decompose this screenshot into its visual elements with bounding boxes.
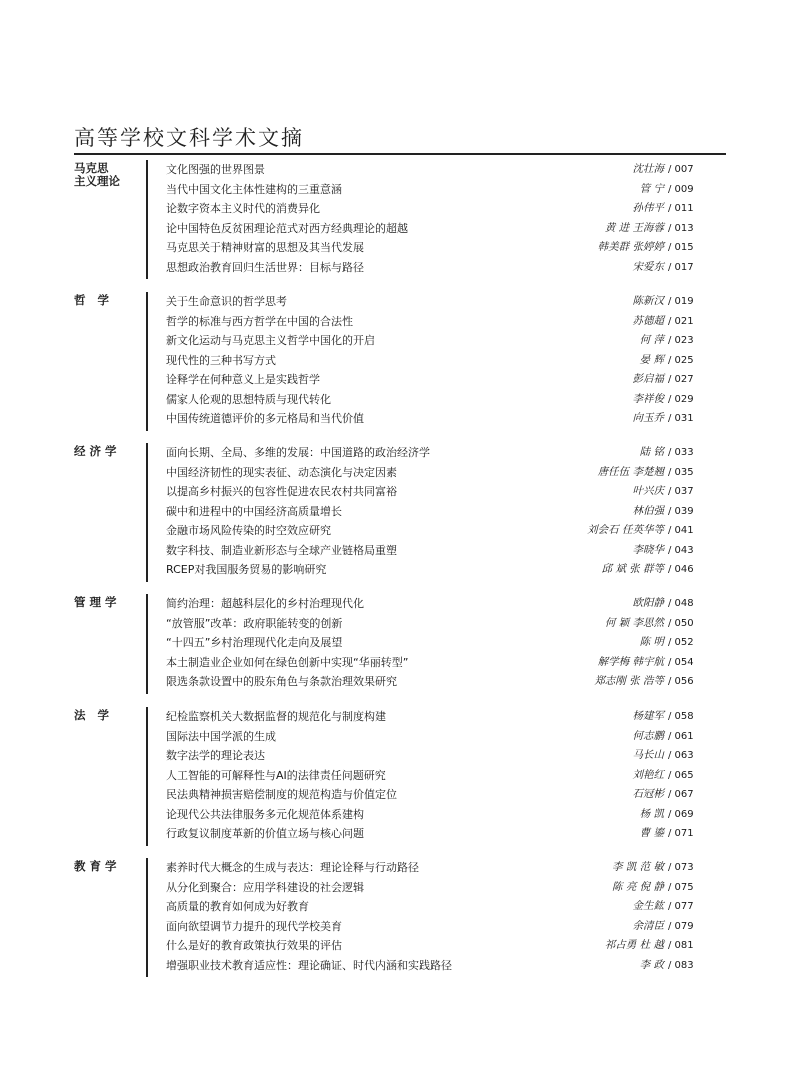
entry-page: / 011	[668, 203, 694, 214]
entry-authors: 解学梅 韩宇航	[597, 655, 664, 668]
entry-authors: 彭启福	[632, 373, 664, 385]
toc-entry[interactable]	[166, 199, 728, 219]
entry-page: / 054	[668, 656, 694, 668]
entry-authors: 余清臣	[632, 919, 664, 932]
toc-entry[interactable]	[166, 482, 728, 502]
entry-page: / 015	[668, 242, 694, 253]
entry-title: 什么是好的教育政策执行效果的评估	[166, 939, 342, 952]
entry-authors: 唐任伍 李楚翘	[597, 465, 664, 478]
entry-page: / 019	[668, 296, 694, 307]
entry-title: 数字科技、制造业新形态与全球产业链格局重塑	[166, 543, 397, 557]
section-label	[74, 162, 142, 188]
entry-page: / 043	[668, 544, 694, 556]
entry-page: / 061	[668, 730, 694, 742]
entry-authors: 曹 鎏	[639, 827, 664, 839]
entry-page: / 009	[668, 183, 694, 195]
entry-title: 人工智能的可解释性与AI的法律责任问题研究	[166, 768, 386, 782]
entry-authors: 孙伟平	[632, 202, 664, 214]
toc-entry[interactable]	[166, 824, 728, 844]
toc-entry[interactable]	[166, 351, 728, 371]
entry-page: / 079	[668, 920, 694, 932]
entry-title: 文化图强的世界图景	[166, 163, 265, 176]
entry-title: 儒家人伦观的思想特质与现代转化	[166, 392, 331, 406]
toc-entry[interactable]	[166, 785, 728, 805]
entry-authors: 陈新汉	[632, 295, 664, 307]
entry-page: / 017	[668, 261, 694, 273]
entry-title: RCEP对我国服务贸易的影响研究	[166, 563, 327, 576]
entry-page: / 063	[668, 750, 694, 761]
entry-list	[166, 858, 728, 975]
entry-page: / 065	[668, 769, 694, 781]
entry-page: / 075	[668, 881, 694, 893]
toc-entry[interactable]	[166, 502, 728, 522]
entry-authors: 欧阳静	[632, 597, 664, 609]
section-vertical-rule	[146, 292, 148, 431]
entry-title: “十四五”乡村治理现代化走向及展望	[166, 636, 343, 649]
entry-page: / 035	[668, 466, 694, 478]
header-rule	[74, 153, 726, 155]
entry-page: / 052	[668, 637, 694, 648]
toc-entry[interactable]	[166, 594, 728, 614]
toc-entry[interactable]	[166, 370, 728, 390]
entry-list	[166, 160, 728, 277]
section-vertical-rule	[146, 594, 148, 694]
entry-page: / 033	[668, 447, 694, 458]
toc-entry[interactable]	[166, 897, 728, 917]
entry-authors: 韩美群 张婷婷	[597, 241, 664, 253]
entry-page: / 039	[668, 505, 694, 517]
entry-title: 面向长期、全局、多维的发展：中国道路的政治经济学	[166, 446, 430, 459]
toc-entry[interactable]	[166, 180, 728, 200]
entry-title: 素养时代大概念的生成与表达：理论诠释与行动路径	[166, 861, 419, 874]
section-vertical-rule	[146, 160, 148, 279]
entry-title: 诠释学在何种意义上是实践哲学	[166, 373, 320, 386]
toc-entry[interactable]	[166, 541, 728, 561]
entry-title: 中国经济韧性的现实表征、动态演化与决定因素	[166, 465, 397, 479]
entry-page: / 071	[668, 828, 694, 839]
entry-title: 论现代公共法律服务多元化规范体系建构	[166, 807, 364, 821]
entry-authors: 刘会石 任英华等	[587, 524, 664, 536]
entry-authors: 黄 进 王海蓉	[604, 221, 664, 234]
toc-entry[interactable]	[166, 560, 728, 580]
section-label-line: 马克思	[74, 161, 109, 175]
entry-title: 从分化到聚合：应用学科建设的社会逻辑	[166, 880, 364, 894]
entry-title: 简约治理：超越科层化的乡村治理现代化	[166, 597, 364, 610]
entry-title: 中国传统道德评价的多元格局和当代价值	[166, 412, 364, 425]
entry-title: 增强职业技术教育适应性：理论确证、时代内涵和实践路径	[166, 958, 452, 972]
entry-authors: 祁占勇 杜 越	[604, 939, 664, 951]
entry-authors: 苏德超	[632, 314, 664, 327]
entry-title: 民法典精神损害赔偿制度的规范构造与价值定位	[166, 788, 397, 801]
section-label	[74, 596, 142, 609]
toc-entry[interactable]	[166, 160, 728, 180]
section-label	[74, 709, 142, 722]
section-label-line: 法 学	[74, 708, 114, 722]
section-label-line: 主义理论	[74, 174, 120, 188]
entry-authors: 何 颖 李思然	[604, 616, 664, 629]
entry-authors: 宋爱东	[632, 260, 664, 273]
entry-page: / 056	[668, 676, 694, 687]
toc-entry[interactable]	[166, 219, 728, 239]
entry-authors: 李 政	[639, 958, 664, 971]
toc-entry[interactable]	[166, 614, 728, 634]
entry-title: 新文化运动与马克思主义哲学中国化的开启	[166, 334, 375, 347]
entry-authors: 晏 辉	[639, 353, 664, 366]
toc-entry[interactable]	[166, 707, 728, 727]
entry-title: 以提高乡村振兴的包容性促进农民农村共同富裕	[166, 485, 397, 498]
toc-entry[interactable]	[166, 858, 728, 878]
entry-list	[166, 443, 728, 580]
section-label-line: 哲 学	[74, 293, 114, 307]
entry-page: / 023	[668, 335, 694, 346]
entry-title: 思想政治教育回归生活世界：目标与路径	[166, 260, 364, 274]
entry-authors: 李晓华	[632, 543, 664, 556]
toc-entry[interactable]	[166, 331, 728, 351]
entry-page: / 069	[668, 808, 694, 820]
entry-list	[166, 594, 728, 692]
toc-entry[interactable]	[166, 936, 728, 956]
entry-page: / 031	[668, 413, 694, 424]
section-vertical-rule	[146, 443, 148, 582]
masthead-title: 高等学校文科学术文摘	[74, 126, 304, 150]
entry-title: 纪检监察机关大数据监督的规范化与制度构建	[166, 710, 386, 723]
entry-page: / 029	[668, 393, 694, 405]
entry-page: / 048	[668, 598, 694, 609]
toc-entry[interactable]	[166, 238, 728, 258]
entry-authors: 马长山	[632, 749, 664, 761]
entry-page: / 021	[668, 315, 694, 327]
entry-authors: 金生鈜	[632, 900, 664, 912]
entry-page: / 077	[668, 901, 694, 912]
entry-title: 马克思关于精神财富的思想及其当代发展	[166, 241, 364, 254]
entry-page: / 013	[668, 222, 694, 234]
entry-title: 关于生命意识的哲学思考	[166, 295, 287, 308]
entry-authors: 向玉乔	[632, 412, 664, 424]
entry-page: / 081	[668, 940, 694, 951]
entry-title: 高质量的教育如何成为好教育	[166, 900, 309, 913]
entry-page: / 058	[668, 711, 694, 722]
entry-authors: 刘艳红	[632, 768, 664, 781]
entry-authors: 沈壮海	[632, 163, 664, 175]
toc-entry[interactable]	[166, 653, 728, 673]
entry-authors: 陆 铭	[639, 446, 664, 458]
entry-page: / 041	[668, 525, 694, 536]
entry-list	[166, 292, 728, 429]
toc-entry[interactable]	[166, 443, 728, 463]
entry-title: 哲学的标准与西方哲学在中国的合法性	[166, 314, 353, 328]
entry-authors: 李 凯 范 敏	[611, 861, 664, 873]
entry-authors: 陈 亮 倪 静	[611, 880, 664, 893]
entry-title: 面向欲望调节力提升的现代学校美育	[166, 919, 342, 933]
toc-entry[interactable]	[166, 463, 728, 483]
entry-authors: 杨 凯	[639, 807, 664, 820]
section-label	[74, 860, 142, 873]
entry-authors: 邱 斌 张 群等	[601, 563, 664, 575]
entry-page: / 046	[668, 564, 694, 575]
entry-authors: 石冠彬	[632, 788, 664, 800]
toc-entry[interactable]	[166, 390, 728, 410]
entry-title: 本土制造业企业如何在绿色创新中实现“华丽转型”	[166, 655, 409, 669]
entry-page: / 027	[668, 374, 694, 385]
entry-title: 论数字资本主义时代的消费异化	[166, 202, 320, 215]
entry-page: / 073	[668, 862, 694, 873]
entry-authors: 何志鹏	[632, 729, 664, 742]
toc-entry[interactable]	[166, 258, 728, 278]
entry-title: 数字法学的理论表达	[166, 749, 265, 762]
entry-list	[166, 707, 728, 844]
entry-page: / 050	[668, 617, 694, 629]
entry-title: 论中国特色反贫困理论范式对西方经典理论的超越	[166, 221, 408, 235]
toc-entry[interactable]	[166, 766, 728, 786]
entry-page: / 025	[668, 354, 694, 366]
entry-title: 国际法中国学派的生成	[166, 729, 276, 743]
entry-title: 当代中国文化主体性建构的三重意涵	[166, 182, 342, 196]
entry-authors: 林伯强	[632, 504, 664, 517]
toc-entry[interactable]	[166, 292, 728, 312]
toc-entry[interactable]	[166, 956, 728, 976]
toc-entry[interactable]	[166, 672, 728, 692]
toc-entry[interactable]	[166, 746, 728, 766]
entry-authors: 郑志刚 张 浩等	[594, 675, 664, 687]
entry-title: 现代性的三种书写方式	[166, 353, 276, 367]
toc-entry[interactable]	[166, 633, 728, 653]
entry-page: / 007	[668, 164, 694, 175]
toc-entry[interactable]	[166, 917, 728, 937]
entry-title: 金融市场风险传染的时空效应研究	[166, 524, 331, 537]
section-label	[74, 445, 142, 458]
entry-authors: 陈 明	[639, 636, 664, 648]
toc-entry[interactable]	[166, 521, 728, 541]
section-vertical-rule	[146, 707, 148, 846]
entry-authors: 何 萍	[639, 334, 664, 346]
section-label-line: 管理学	[74, 595, 121, 609]
section-vertical-rule	[146, 858, 148, 977]
entry-page: / 067	[668, 789, 694, 800]
toc-entry[interactable]	[166, 727, 728, 747]
toc-entry[interactable]	[166, 878, 728, 898]
entry-title: 碳中和进程中的中国经济高质量增长	[166, 504, 342, 518]
toc-entry[interactable]	[166, 312, 728, 332]
entry-authors: 叶兴庆	[632, 485, 664, 497]
entry-page: / 037	[668, 486, 694, 497]
section-label	[74, 294, 142, 307]
section-label-line: 教育学	[74, 859, 121, 873]
entry-page: / 083	[668, 959, 694, 971]
entry-authors: 李祥俊	[632, 392, 664, 405]
toc-entry[interactable]	[166, 409, 728, 429]
section-label-line: 经济学	[74, 444, 121, 458]
entry-authors: 管 宁	[639, 182, 664, 195]
entry-title: “放管服”改革：政府职能转变的创新	[166, 616, 343, 630]
entry-title: 限选条款设置中的股东角色与条款治理效果研究	[166, 675, 397, 688]
entry-authors: 杨建军	[632, 710, 664, 722]
entry-title: 行政复议制度革新的价值立场与核心问题	[166, 827, 364, 840]
toc-entry[interactable]	[166, 805, 728, 825]
